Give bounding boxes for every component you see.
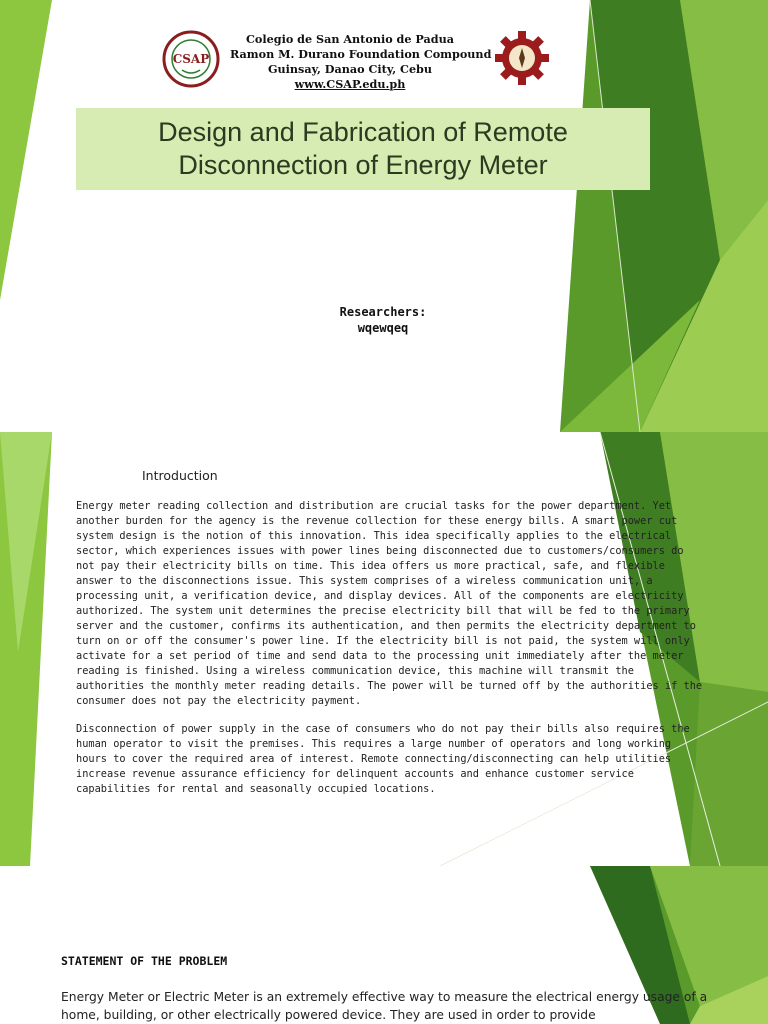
- problem-statement-heading: STATEMENT OF THE PROBLEM: [61, 954, 228, 968]
- introduction-heading: Introduction: [142, 468, 218, 483]
- college-name: Colegio de San Antonio de Padua: [246, 32, 454, 46]
- college-website-link[interactable]: www.CSAP.edu.ph: [294, 77, 406, 91]
- csap-seal-logo: [162, 30, 220, 92]
- problem-statement-text: Energy Meter or Electric Meter is an extremely effective way to measure the electrical energy usage of a home, building, or other electrically powered device. They are used in order to provide: [61, 990, 708, 1022]
- title-slide: [0, 0, 768, 432]
- college-header: [230, 32, 492, 92]
- svg-text:CSAP: CSAP: [172, 52, 210, 66]
- gear-emblem-logo: [494, 30, 550, 90]
- left-green-sliver: [0, 0, 52, 300]
- college-address-line2: Guinsay, Danao City, Cebu: [267, 62, 433, 76]
- researchers-block: [283, 304, 483, 336]
- document-title: [76, 116, 650, 182]
- researchers-names: wqewqeq: [357, 321, 409, 335]
- researchers-label: Researchers:: [339, 305, 427, 319]
- introduction-paragraph-1: Energy meter reading collection and distribution are crucial tasks for the power department. Yet another burden for the agency is the revenue collection for these energy bills. A smart power cut system design is the notion of this innovation. This idea specifically applies to the electrical sector, which experiences issues with power lines being disconnected due to customers/consumers do not pay their electricity bills on time. This idea offers us more practical, safe, and flexible answer to the disconnections issue. This system comprises of a wireless communication unit, a processing unit, a verification device, and display devices. All of the components are electricity authorized. The system unit determines the precise electricity bill that will be fed to the primary server and the customer, confirms its authentication, and then permits the electricity department to turn on or off the consumer's power line. If the electricity bill is not paid, the system will only activate for a set period of time and send data to the processing unit immediately after the meter reading is finished. Using a wireless communication device, this machine will transmit the authorities the monthly meter reading details. The power will be turned off by the authorities if the consumer does not pay the electricity payment.: [76, 500, 703, 707]
- introduction-paragraph-2: Disconnection of power supply in the case of consumers who do not pay their bills also requires the human operator to visit the premises. This requires a large number of operators and long working hours to cover the required area of interest. Remote connecting/disconnecting can help utilities increase revenue assurance efficiency for delinquent accounts and enhance customer service capabilities for rental and seasonally occupied locations.: [76, 723, 690, 795]
- problem-statement-slide: [0, 866, 768, 1024]
- title-line-2: Disconnection of Energy Meter: [178, 150, 548, 180]
- title-line-1: Design and Fabrication of Remote: [158, 117, 568, 147]
- title-box: [76, 108, 650, 190]
- introduction-slide: [0, 432, 768, 866]
- college-address-line1: Ramon M. Durano Foundation Compound: [230, 47, 492, 61]
